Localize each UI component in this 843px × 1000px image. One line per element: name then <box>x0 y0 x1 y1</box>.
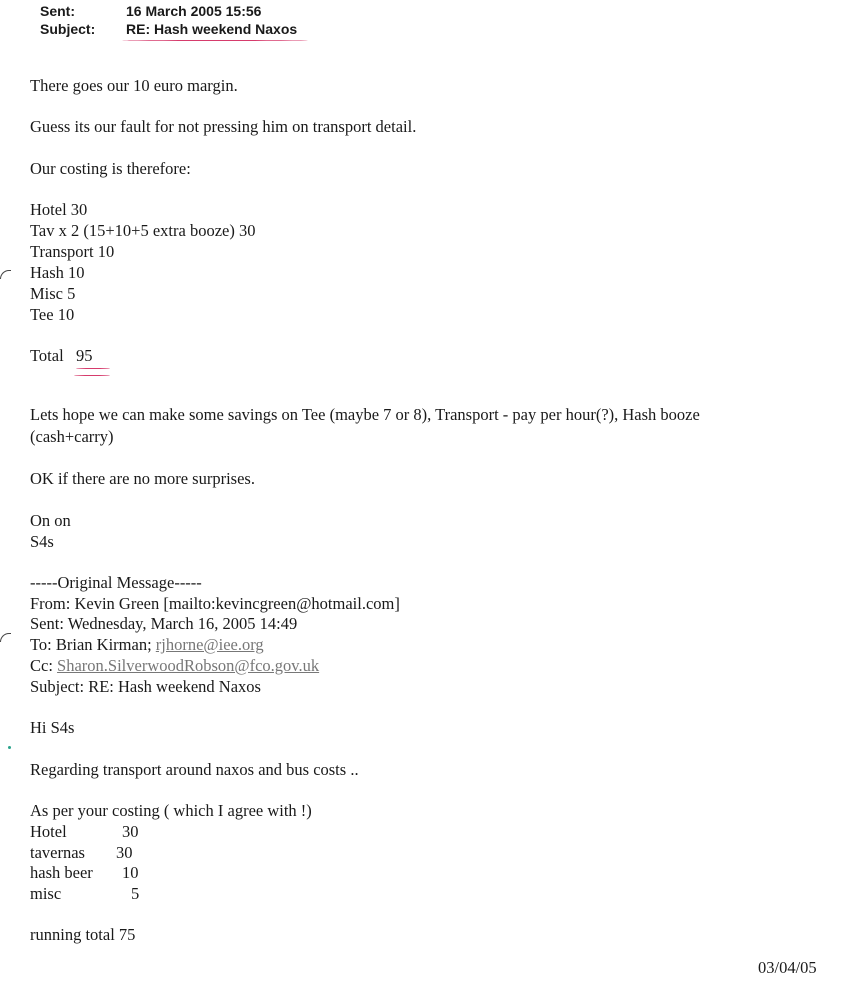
total-underline-mark-1 <box>76 368 110 369</box>
paragraph-costing-intro: Our costing is therefore: <box>30 159 191 178</box>
original-cc-prefix: Cc: <box>30 656 53 675</box>
subject-value: RE: Hash weekend Naxos <box>126 21 298 37</box>
email-link-rjhorne[interactable]: rjhorne@iee.org <box>155 635 264 654</box>
original-as-per: As per your costing ( which I agree with !) <box>30 801 312 820</box>
total-label: Total <box>30 346 64 365</box>
item-name: tavernas <box>30 843 85 862</box>
item-name: Hotel <box>30 822 67 841</box>
subject-label: Subject: <box>40 21 96 37</box>
total-underline-mark-2 <box>74 375 110 376</box>
original-item-hash-beer <box>30 863 139 883</box>
total-value: 95 <box>76 346 93 365</box>
original-from: From: Kevin Green [mailto:kevincgreen@hotmail.com] <box>30 594 400 613</box>
paragraph-savings-1: Lets hope we can make some savings on Tee (maybe 7 or 8), Transport - pay per hour(?), Hash booze <box>30 405 700 424</box>
costing-line-hash: Hash 10 <box>30 263 85 282</box>
item-value: 10 <box>122 863 139 882</box>
costing-line-tav: Tav x 2 (15+10+5 extra booze) 30 <box>30 221 256 240</box>
costing-line-tee: Tee 10 <box>30 305 75 324</box>
original-item-tavernas <box>30 843 133 863</box>
original-cc <box>30 656 319 676</box>
original-divider: -----Original Message----- <box>30 573 202 592</box>
costing-line-hotel: Hotel 30 <box>30 200 88 219</box>
original-subject: Subject: RE: Hash weekend Naxos <box>30 677 261 696</box>
original-running-total: running total 75 <box>30 925 136 944</box>
paragraph-ok: OK if there are no more surprises. <box>30 469 255 488</box>
item-name: misc <box>30 884 62 903</box>
original-sent: Sent: Wednesday, March 16, 2005 14:49 <box>30 614 298 633</box>
margin-dot-mark <box>8 746 11 749</box>
original-item-hotel <box>30 822 139 842</box>
original-to <box>30 635 264 655</box>
sent-value: 16 March 2005 15:56 <box>126 3 262 19</box>
subject-row <box>40 21 297 37</box>
costing-line-misc: Misc 5 <box>30 284 76 303</box>
item-value: 30 <box>122 822 139 841</box>
sent-label: Sent: <box>40 3 75 19</box>
total-line <box>30 346 93 366</box>
item-value: 30 <box>116 843 133 862</box>
paragraph-margin: There goes our 10 euro margin. <box>30 76 238 95</box>
original-regarding: Regarding transport around naxos and bus costs .. <box>30 760 359 779</box>
original-item-misc <box>30 884 139 904</box>
footer-date: 03/04/05 <box>758 958 817 977</box>
margin-tick-mark <box>0 633 11 642</box>
subject-underline-mark <box>122 40 308 41</box>
sent-row <box>40 3 261 19</box>
paragraph-savings-2: (cash+carry) <box>30 427 114 446</box>
original-greeting: Hi S4s <box>30 718 75 737</box>
margin-tick-mark <box>0 270 11 279</box>
paragraph-fault: Guess its our fault for not pressing him on transport detail. <box>30 117 417 136</box>
email-link-sharon[interactable]: Sharon.SilverwoodRobson@fco.gov.uk <box>57 656 320 675</box>
signoff-name: S4s <box>30 532 54 551</box>
original-to-prefix: To: Brian Kirman; <box>30 635 152 654</box>
item-value: 5 <box>131 884 140 903</box>
costing-line-transport: Transport 10 <box>30 242 115 261</box>
item-name: hash beer <box>30 863 93 882</box>
signoff-on-on: On on <box>30 511 71 530</box>
